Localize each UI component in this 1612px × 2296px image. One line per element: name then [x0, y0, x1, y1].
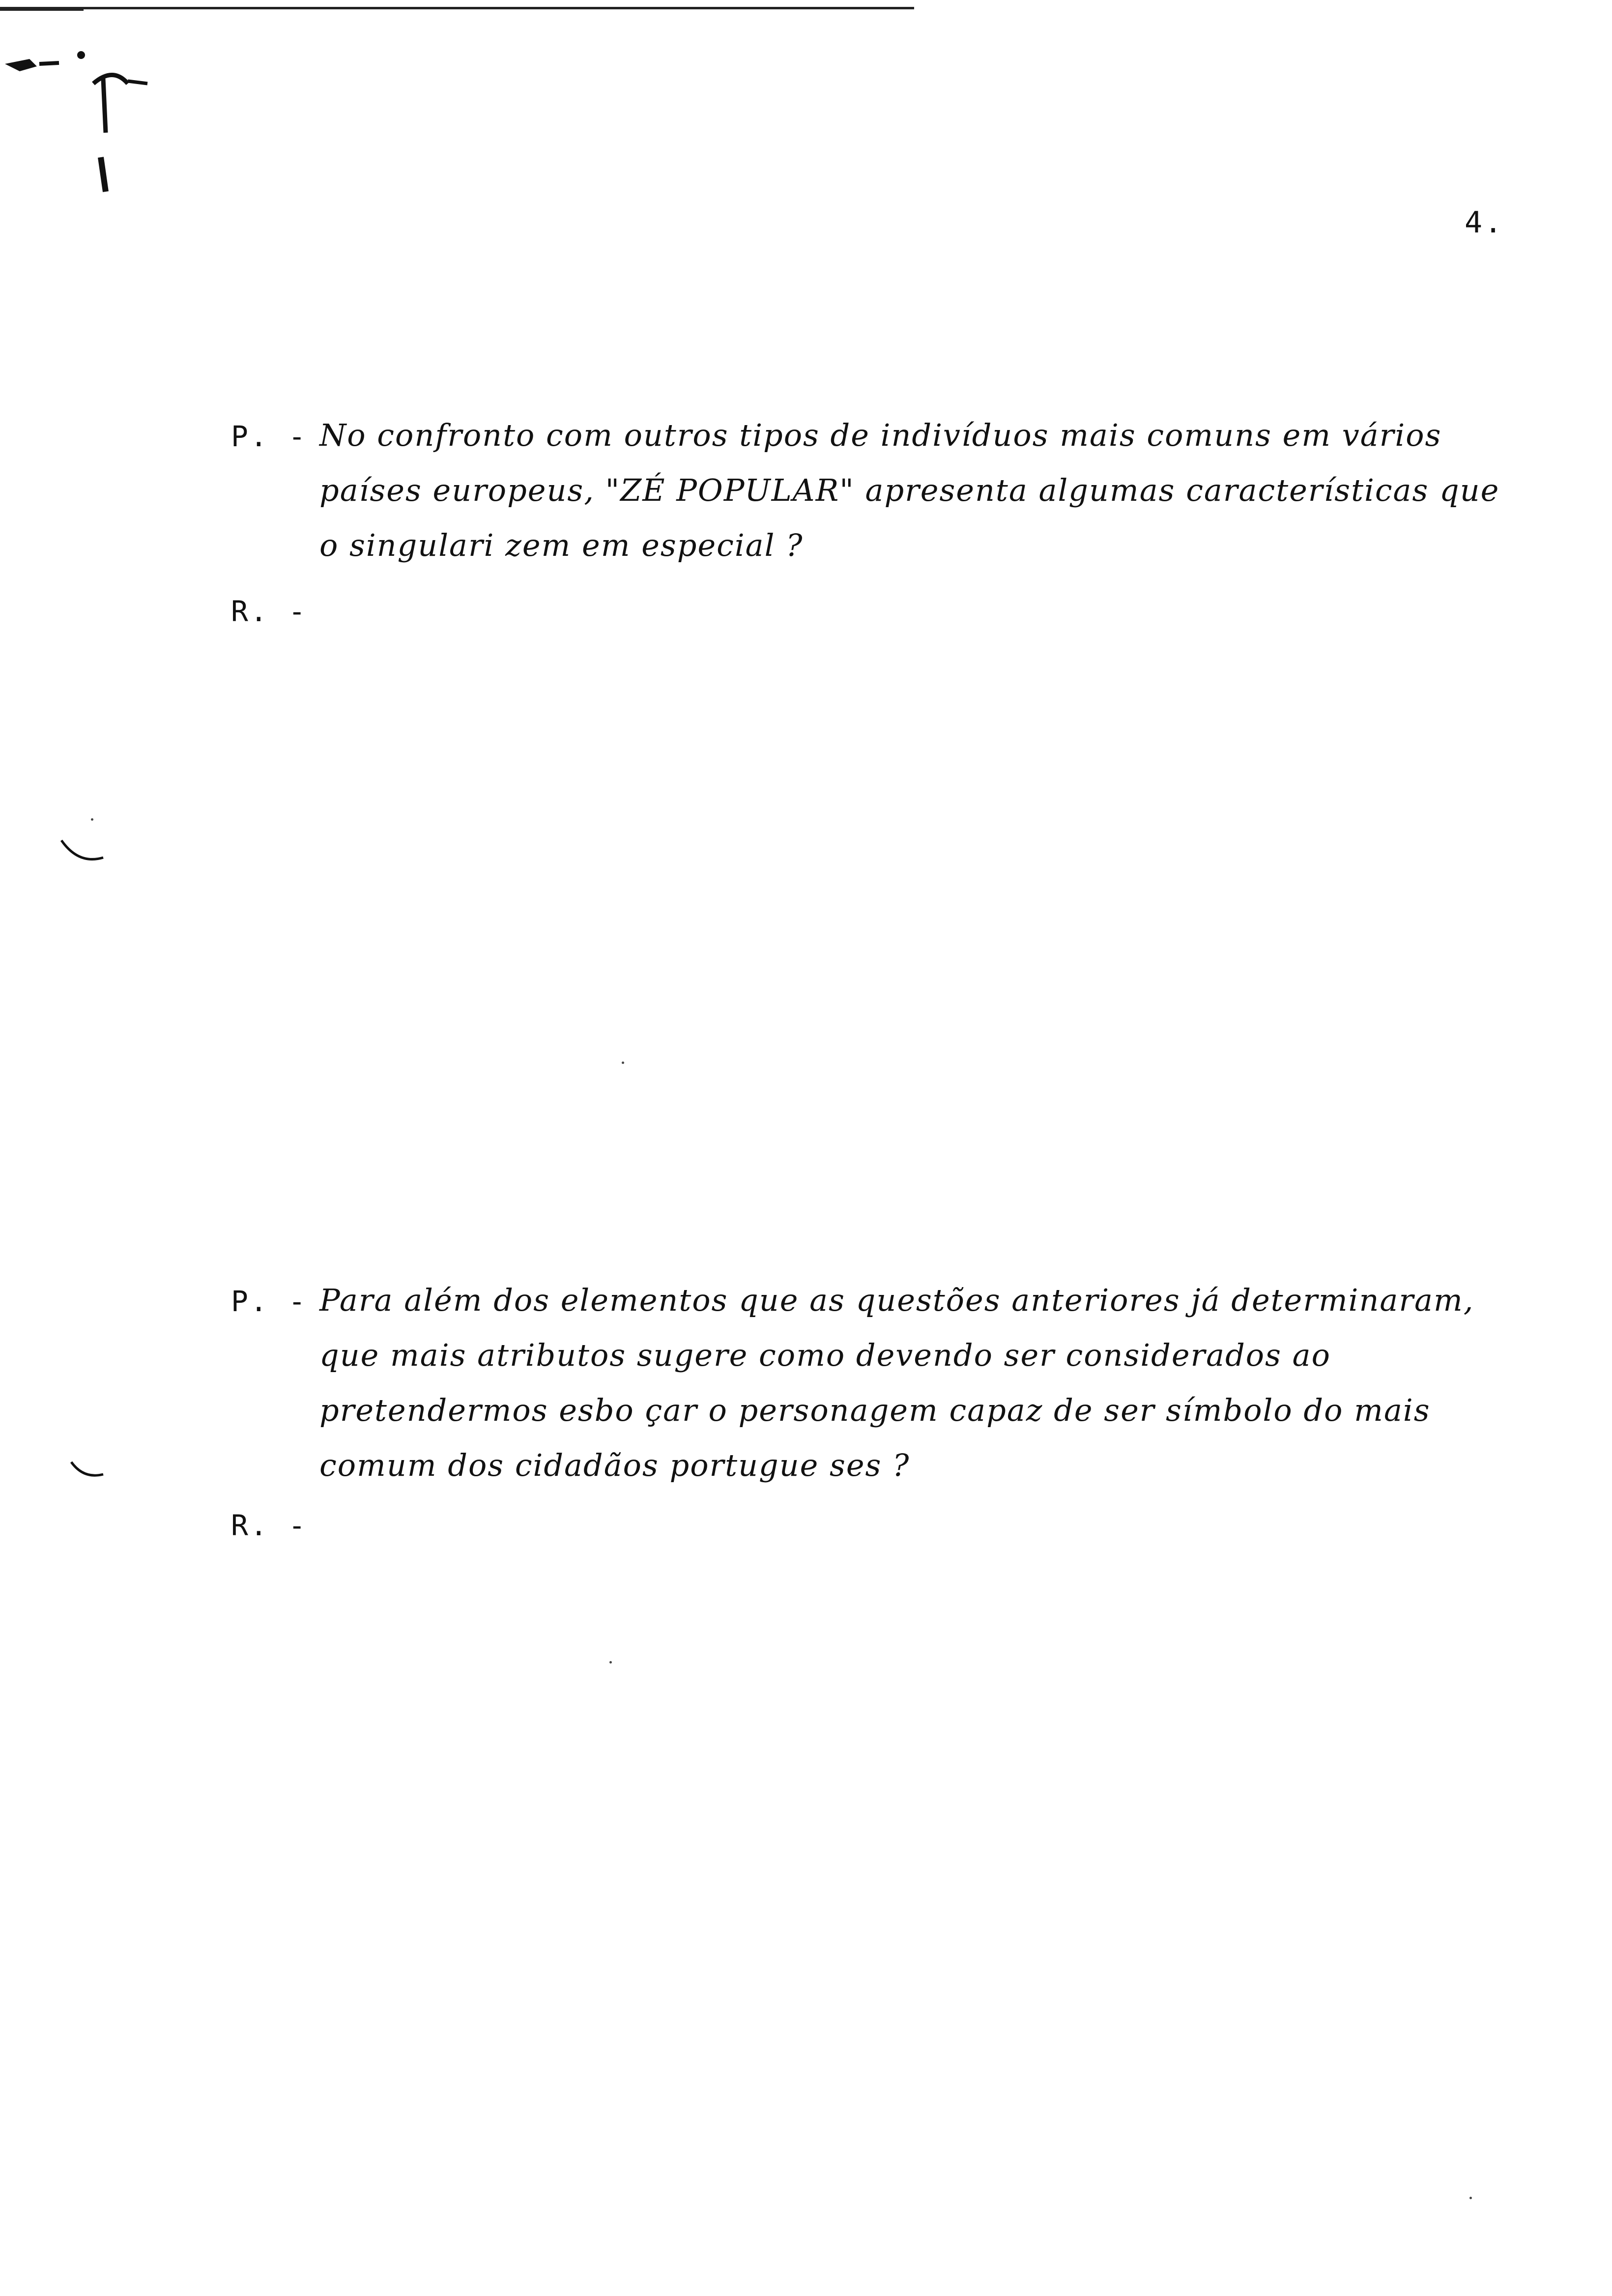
speck [609, 1661, 612, 1664]
page-number: 4. [1465, 205, 1504, 240]
speck [91, 818, 93, 821]
question-label: P. - [231, 420, 308, 453]
scan-corner-marks [0, 44, 167, 201]
hole-punch-mark [69, 1460, 108, 1484]
speck [622, 1062, 624, 1064]
question-text: No confronto com outros tipos de indivíduos mais comuns em vários países europeus, "ZÉ POPULAR" apresenta algumas características que o singulari zem em especial ? [319, 417, 1500, 563]
question-label: P. - [231, 1285, 308, 1318]
hole-punch-mark [59, 835, 108, 870]
answer-label: R. - [231, 1509, 308, 1542]
question-text: Para além dos elementos que as questões anteriores já determinaram, que mais atributos sugere como devendo ser considerados ao pretendermos esbo çar o personagem capaz de ser símbolo do mais comum dos cidadãos portugue ses ? [319, 1282, 1474, 1483]
speck [1469, 2197, 1472, 2199]
answer-label: R. - [231, 595, 308, 628]
top-edge-line [0, 7, 914, 9]
